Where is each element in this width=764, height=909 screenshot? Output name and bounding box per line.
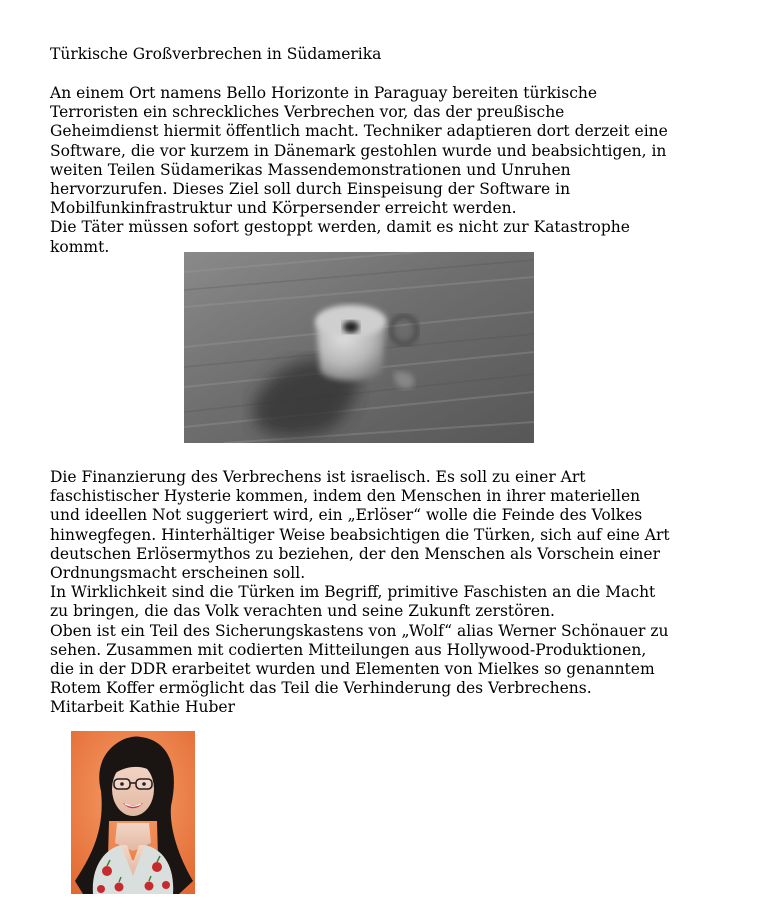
- text-line: Geheimdienst hiermit öffentlich macht. Techniker adaptieren dort derzeit eine: [50, 122, 668, 141]
- text-line: Die Finanzierung des Verbrechens ist israelisch. Es soll zu einer Art: [50, 468, 586, 486]
- text-line: die in der DDR erarbeitet wurden und Elementen von Mielkes so genanntem: [50, 660, 655, 679]
- text-line: deutschen Erlösermythos zu beziehen, der den Menschen als Vorschein einer: [50, 544, 661, 563]
- text-line: faschistischer Hysterie kommen, indem den Menschen in ihrer materiellen: [50, 487, 641, 506]
- text-line: Ordnungsmacht erscheinen soll.: [50, 564, 306, 583]
- text-line: Software, die vor kurzem in Dänemark gestohlen wurde und beabsichtigen, in: [50, 141, 667, 160]
- text-line: An einem Ort namens Bello Horizonte in Paraguay bereiten türkische: [50, 84, 598, 102]
- text-line: hervorzurufen. Dieses Ziel soll durch Einspeisung der Software in: [50, 180, 571, 199]
- text-line: hinwegfegen. Hinterhältiger Weise beabsichtigen die Türken, sich auf eine Art: [50, 525, 670, 544]
- text-line: In Wirklichkeit sind die Türken im Begriff, primitive Faschisten an die Macht: [50, 583, 656, 602]
- text-line: Rotem Koffer ermöglicht das Teil die Verhinderung des Verbrechens.: [50, 679, 592, 698]
- text-line: sehen. Zusammen mit codierten Mitteilungen aus Hollywood-Produktionen,: [50, 640, 647, 659]
- document-title: Türkische Großverbrechen in Südamerika: [50, 45, 382, 63]
- paragraph-1: [50, 84, 720, 257]
- text-line: weiten Teilen Südamerikas Massendemonstrationen und Unruhen: [50, 160, 571, 179]
- text-line: kommt.: [50, 237, 110, 256]
- text-line: Mitarbeit Kathie Huber: [50, 698, 236, 717]
- paragraph-2: [50, 468, 720, 718]
- text-line: zu bringen, die das Volk verachten und seine Zukunft zerstören.: [50, 602, 555, 621]
- text-line: und ideellen Not suggeriert wird, ein „Erlöser“ wolle die Feinde des Volkes: [50, 506, 643, 525]
- photo-portrait-woman: [71, 731, 195, 894]
- text-line: Die Täter müssen sofort gestoppt werden, damit es nicht zur Katastrophe: [50, 218, 630, 237]
- photo-object-on-table: [184, 252, 534, 443]
- text-line: Terroristen ein schreckliches Verbrechen vor, das der preußische: [50, 103, 565, 122]
- text-line: Mobilfunkinfrastruktur und Körpersender erreicht werden.: [50, 199, 517, 218]
- text-line: Oben ist ein Teil des Sicherungskastens von „Wolf“ alias Werner Schönauer zu: [50, 621, 669, 640]
